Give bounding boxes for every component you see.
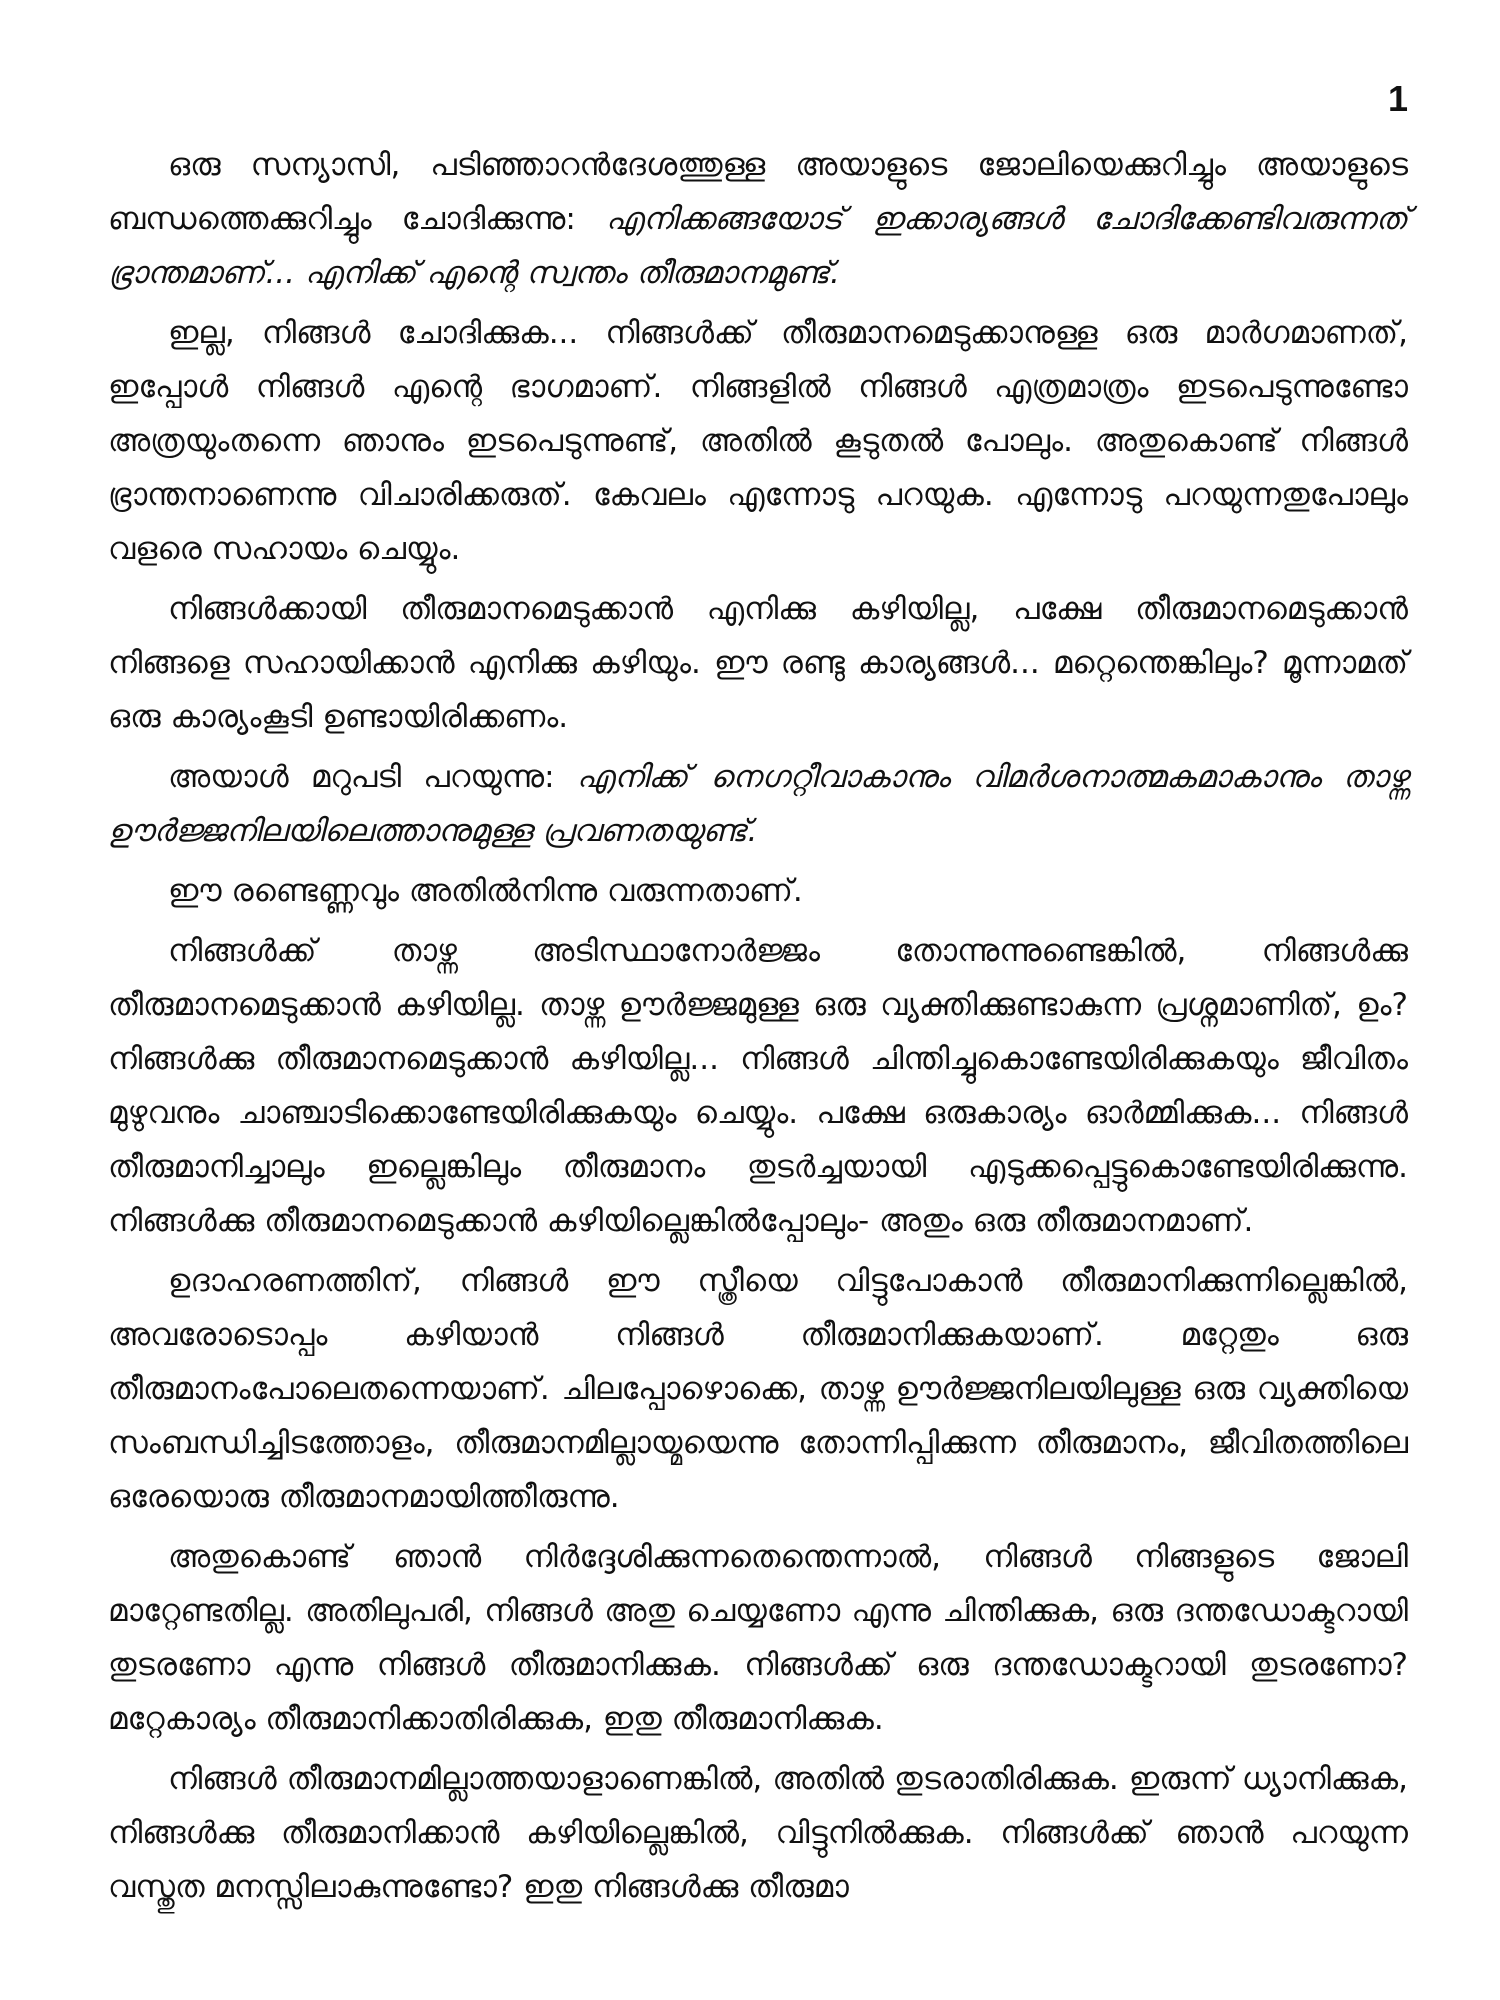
paragraph-1-text: ഒരു സന്യാസി, പടിഞ്ഞാറൻദേശത്തുള്ള അയാളുടെ ജോലിയെക്കുറിച്ചും അയാളുടെ ബന്ധത്തെക്കുറിച്ചും ചോദിക്കുന്നു: (108, 147, 1408, 237)
paragraph-3 (108, 582, 1408, 744)
paragraph-4 (108, 750, 1408, 858)
paragraph-5-text: ഈ രണ്ടെണ്ണവും അതിൽനിന്നു വരുന്നതാണ്. (168, 873, 803, 909)
paragraph-9-text: നിങ്ങൾ തീരുമാനമില്ലാത്തയാളാണെങ്കിൽ, അതിൽ തുടരാതിരിക്കുക. ഇരുന്ന് ധ്യാനിക്കുക, നിങ്ങൾക്കു തീരുമാനിക്കാൻ കഴിയില്ലെങ്കിൽ, വിട്ടുനിൽക്കുക. നിങ്ങൾക്ക് ഞാൻ പറയുന്ന വസ്തുത മനസ്സിലാകുന്നുണ്ടോ? ഇതു നിങ്ങൾക്കു തീരുമാ (108, 1761, 1408, 1905)
paragraph-8 (108, 1530, 1408, 1746)
paragraph-4-text: അയാൾ മറുപടി പറയുന്നു: (168, 759, 577, 795)
page-number: 1 (1387, 78, 1408, 119)
paragraph-4-italic: എനിക്ക് നെഗറ്റീവാകാനും വിമർശനാത്മകമാകാനും താഴ്ന്ന ഊർജ്ജനിലയിലെത്താനുമുള്ള പ്രവണതയുണ്ട്. (108, 759, 1408, 849)
paragraph-3-text: നിങ്ങൾക്കായി തീരുമാനമെടുക്കാൻ എനിക്കു കഴിയില്ല, പക്ഷേ തീരുമാനമെടുക്കാൻ നിങ്ങളെ സഹായിക്കാൻ എനിക്കു കഴിയും. ഈ രണ്ടു കാര്യങ്ങൾ... മറ്റെന്തെങ്കിലും? മൂന്നാമത് ഒരു കാര്യംകൂടി ഉണ്ടായിരിക്കണം. (108, 591, 1408, 735)
paragraph-6 (108, 924, 1408, 1248)
paragraph-1-italic: എനിക്കങ്ങയോട് ഇക്കാര്യങ്ങൾ ചോദിക്കേണ്ടിവരുന്നത് ഭ്രാന്തമാണ്... എനിക്ക് എന്റെ സ്വന്തം തീരുമാനമുണ്ട്. (108, 201, 1408, 291)
paragraph-6-text: നിങ്ങൾക്ക് താഴ്ന്ന അടിസ്ഥാനോർജ്ജം തോന്നുന്നുണ്ടെങ്കിൽ, നിങ്ങൾക്കു തീരുമാനമെടുക്കാൻ കഴിയില്ല. താഴ്ന്ന ഊർജ്ജമുള്ള ഒരു വ്യക്തിക്കുണ്ടാകുന്ന പ്രശ്നമാണിത്, ഉം? നിങ്ങൾക്കു തീരുമാനമെടുക്കാൻ കഴിയില്ല... നിങ്ങൾ ചിന്തിച്ചുകൊണ്ടേയിരിക്കുകയും ജീവിതം മുഴുവനും ചാഞ്ചാടിക്കൊണ്ടേയിരിക്കുകയും ചെയ്യും. പക്ഷേ ഒരുകാര്യം ഓർമ്മിക്കുക... നിങ്ങൾ തീരുമാനിച്ചാലും ഇല്ലെങ്കിലും തീരുമാനം തുടർച്ചയായി എടുക്കപ്പെട്ടുകൊണ്ടേയിരിക്കുന്നു. നിങ്ങൾക്കു തീരുമാനമെടുക്കാൻ കഴിയില്ലെങ്കിൽപ്പോലും- അതും ഒരു തീരുമാനമാണ്. (108, 933, 1408, 1239)
paragraph-7-text: ഉദാഹരണത്തിന്, നിങ്ങൾ ഈ സ്ത്രീയെ വിട്ടുപോകാൻ തീരുമാനിക്കുന്നില്ലെങ്കിൽ, അവരോടൊപ്പം കഴിയാൻ നിങ്ങൾ തീരുമാനിക്കുകയാണ്. മറ്റേതും ഒരു തീരുമാനംപോലെതന്നെയാണ്. ചിലപ്പോഴൊക്കെ, താഴ്ന്ന ഊർജ്ജനിലയിലുള്ള ഒരു വ്യക്തിയെ സംബന്ധിച്ചിടത്തോളം, തീരുമാനമില്ലായ്മയെന്നു തോന്നിപ്പിക്കുന്ന തീരുമാനം, ജീവിതത്തിലെ ഒരേയൊരു തീരുമാനമായിത്തീരുന്നു. (108, 1263, 1408, 1515)
paragraph-1 (108, 138, 1408, 300)
paragraph-2 (108, 306, 1408, 576)
paragraph-8-text: അതുകൊണ്ട് ഞാൻ നിർദ്ദേശിക്കുന്നതെന്തെന്നാൽ, നിങ്ങൾ നിങ്ങളുടെ ജോലി മാറ്റേണ്ടതില്ല. അതിലുപരി, നിങ്ങൾ അതു ചെയ്യണോ എന്നു ചിന്തിക്കുക, ഒരു ദന്തഡോക്ടറായി തുടരണോ എന്നു നിങ്ങൾ തീരുമാനിക്കുക. നിങ്ങൾക്ക് ഒരു ദന്തഡോക്ടറായി തുടരണോ? മറ്റേകാര്യം തീരുമാനിക്കാതിരിക്കുക, ഇതു തീരുമാനിക്കുക. (108, 1539, 1408, 1737)
paragraph-9 (108, 1752, 1408, 1914)
paragraph-7 (108, 1254, 1408, 1524)
page-body (108, 138, 1408, 1920)
paragraph-2-text: ഇല്ല, നിങ്ങൾ ചോദിക്കുക... നിങ്ങൾക്ക് തീരുമാനമെടുക്കാനുള്ള ഒരു മാർഗമാണത്, ഇപ്പോൾ നിങ്ങൾ എന്റെ ഭാഗമാണ്. നിങ്ങളിൽ നിങ്ങൾ എത്രമാത്രം ഇടപെടുന്നുണ്ടോ അത്രയുംതന്നെ ഞാനും ഇടപെടുന്നുണ്ട്, അതിൽ കൂടുതൽ പോലും. അതുകൊണ്ട് നിങ്ങൾ ഭ്രാന്തനാണെന്നു വിചാരിക്കരുത്. കേവലം എന്നോടു പറയുക. എന്നോടു പറയുന്നതുപോലും വളരെ സഹായം ചെയ്യും. (108, 315, 1408, 567)
paragraph-5 (108, 864, 1408, 918)
